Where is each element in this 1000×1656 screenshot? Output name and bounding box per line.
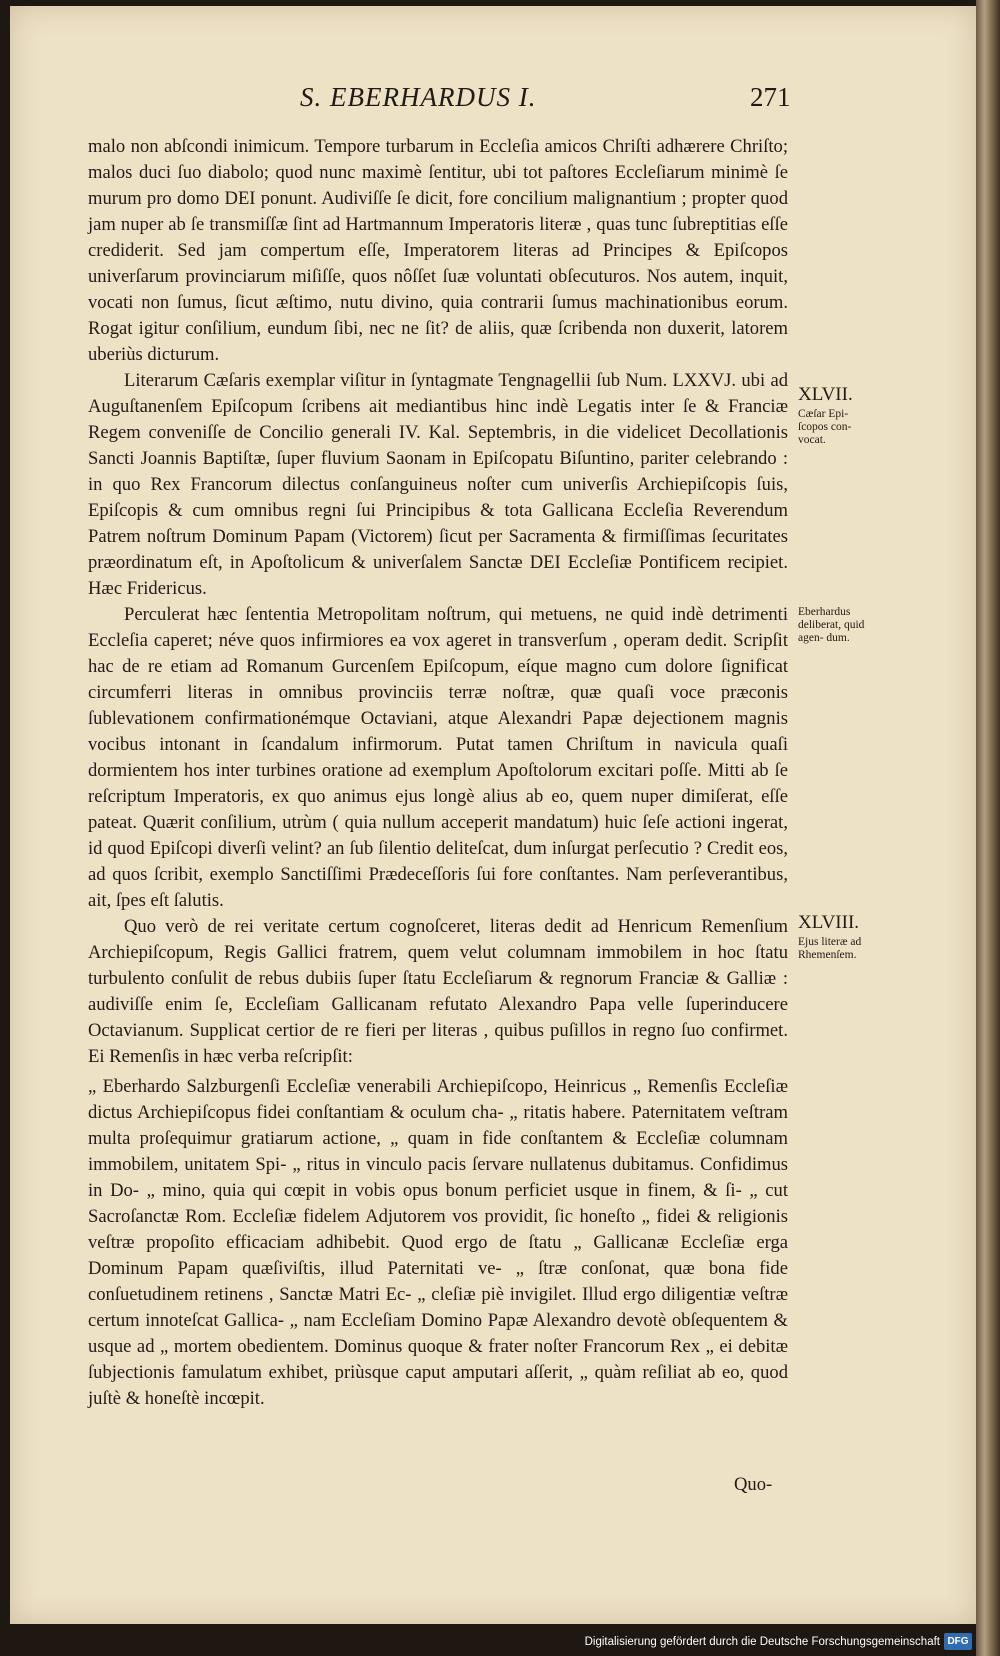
paragraph: Quo verò de rei veritate certum cognoſceret, literas dedit ad Henricum Remenſium Archiepiſcopum, Regis Gallici fratrem, quem velut columnam immobilem in hoc ſtatu turbulento conſulit de rebus dubiis ſuper ſtatu Eccleſiarum & regnorum Franciæ & Galliæ : audiviſſe enim ſe, Eccleſiam Gallicanam refutato Alexandro Papa velle ſuperinducere Octavianum. Supplicat certior de re fieri per literas , quibus puſillos in regno ſuo confirmet. Ei Remenſis in hæc verba reſcripſit: — [88, 916, 788, 1067]
quoted-letter: „ Eberhardo Salzburgenſi Eccleſiæ venerabili Archiepiſcopo, Heinricus „ Remenſis Eccleſiæ dictus Archiepiſcopus fidei conſtantiam & oculum cha- „ ritatis habere. Paternitatem veſtram multa proſequimur gratiarum actione, „ quam in fide conſtantem & Eccleſiæ columnam immobilem, unitatem Spi- „ ritus in vinculo pacis ſervare nullatenus dubitamus. Confidimus in Do- „ mino, quia qui cœpit in vobis opus bonum perficiet usque in finem, & ſi- „ cut Sacroſanctæ Rom. Eccleſiæ fidelem Adjutorem vos providit, ſic honeſto „ fidei & religionis veſtræ propoſito efficaciam adhibebit. Quod ergo de ſtatu „ Gallicanæ Eccleſiæ erga Dominum Papam quæſiviſtis, illud Paternitati ve- „ ſtræ conſonat, quæ bona fide conſuetudinem retinens , Sanctæ Matri Ec- „ cleſiæ piè invigilet. Illud ergo diligentiæ veſtræ certum innoteſcat Gallica- „ nam Eccleſiam Domino Papæ Alexandro devotè obſequentem & usque ad „ mortem obedientem. Dominus quoque & frater noſter Francorum Rex „ ei debitæ ſubjectionis famulatum exhibet, priùsque caput amputari aſſerit, „ quàm reſiliat ab eo, quod juſtè & honeſtè incœpit. — [88, 1076, 788, 1409]
margin-note-text: Ejus literæ ad Rhemenſem. — [798, 936, 862, 961]
margin-note-text: Cæſar Epi- ſcopos con- vocat. — [798, 408, 852, 446]
book-binding-edge — [976, 0, 1000, 1656]
dfg-logo-icon: DFG — [944, 1633, 972, 1650]
paragraph: Perculerat hæc ſententia Metropolitam noſtrum, qui metuens, ne quid indè detrimenti Eccleſia caperet; néve quos infirmiores ea vox ageret in transverſum , operam dedit. Scripſit hac de re etiam ad Romanum Gurcenſem Epiſcopum, eíque magno cum dolore ſignificat circumferri literas in omnibus provinciis terræ noſtræ, quæ quaſi voce præconis ſublevationem confirmationémque Octaviani, atque Alexandri Papæ dejectionem magnis vocibus intonant in ſcandalum infirmorum. Putat tamen Chriſtum in navicula quaſi dormientem hos inter turbines oratione ad exemplum Apoſtolorum excitari poſſe. Mitti ab ſe reſcriptum Imperatoris, ex quo animus ejus longè alius ab eo, quem nuper dimiſerat, eſſe pateat. Quærit conſilium, utrùm ( quia nullum acceperit mandatum) huic ſeſe actioni ingerat, id quod Epiſcopi diverſi velint? an ſub ſilentio deliteſcat, dum inſurgat perſecutio ? Credit eos, ad quos ſcribit, exemplo Sanctiſſimi Prædeceſſoris ſui fore conſtantes. Nam perſeverantibus, ait, ſpes eſt ſalutis. — [88, 604, 788, 911]
paragraph: malo non abſcondi inimicum. Tempore turbarum in Eccleſia amicos Chriſti adhærere Chriſto; malos duci ſuo diabolo; quod nunc maximè ſentitur, ubi tot paſtores Eccleſiarum minimè ſe murum pro domo DEI ponunt. Audiviſſe ſe dicit, fore concilium malignantium ; propter quod jam nuper ab ſe transmiſſæ ſint ad Hartmannum Imperatoris literæ , quas tunc ſubreptitias eſſe crediderit. Sed jam compertum eſſe, Imperatorem literas ad Principes & Epiſcopos univerſarum provinciarum miſiſſe, quos nôſſet ſuæ voluntati obſecuturos. Nos autem, inquit, vocati non ſumus, ſicut æſtimo, nutu divino, quia contrarii ſumus machinationibus eorum. Rogat igitur conſilium, eundum ſibi, nec ne ſit? de aliis, quæ ſcribenda non duxerit, latorem uberiùs dicturum. — [88, 136, 788, 365]
funding-credit: Digitalisierung gefördert durch die Deutsche Forschungsgemeinschaft — [584, 1636, 940, 1648]
catchword: Quo- — [734, 1474, 773, 1495]
page-header — [10, 82, 976, 122]
margin-note-number: XLVIII. — [798, 912, 860, 933]
footer-bar — [0, 1630, 976, 1656]
body-text — [88, 134, 788, 1412]
margin-note — [798, 606, 880, 645]
book-page — [10, 6, 976, 1624]
paragraph: Literarum Cæſaris exemplar viſitur in ſyntagmate Tengnagellii ſub Num. LXXVJ. ubi ad Auguſtanenſem Epiſcopum ſcribens ait mediantibus hinc indè Legatis inter ſe & Franciæ Regem conveniſſe de Concilio generali IV. Kal. Septembris, in die videlicet Decollationis Sancti Joannis Baptiſtæ, ſuper fluvium Saonam in Epiſcopatu Biſuntino, pariter celebrando : in quo Rex Francorum dilectus conſanguineus noſter cum univerſis Archiepiſcopis ſuis, Epiſcopis & cum omnibus regni ſui Principibus & tota Gallicana Eccleſia Reverendum Patrem noſtrum Dominum Papam (Victorem) ſicut per Sacramenta & firmiſſimas ſecuritates præordinatum eſt, in Apoſtolicum & univerſalem Sanctæ DEI Eccleſiæ Pontificem recipiet. Hæc Fridericus. — [88, 370, 788, 599]
margin-note — [798, 384, 880, 447]
page-number: 271 — [750, 82, 791, 112]
margin-note — [798, 912, 880, 962]
margin-note-text: Eberhardus deliberat, quid agen- dum. — [798, 606, 865, 644]
margin-note-number: XLVII. — [798, 384, 853, 405]
running-title: S. EBERHARDUS I. — [300, 82, 537, 112]
